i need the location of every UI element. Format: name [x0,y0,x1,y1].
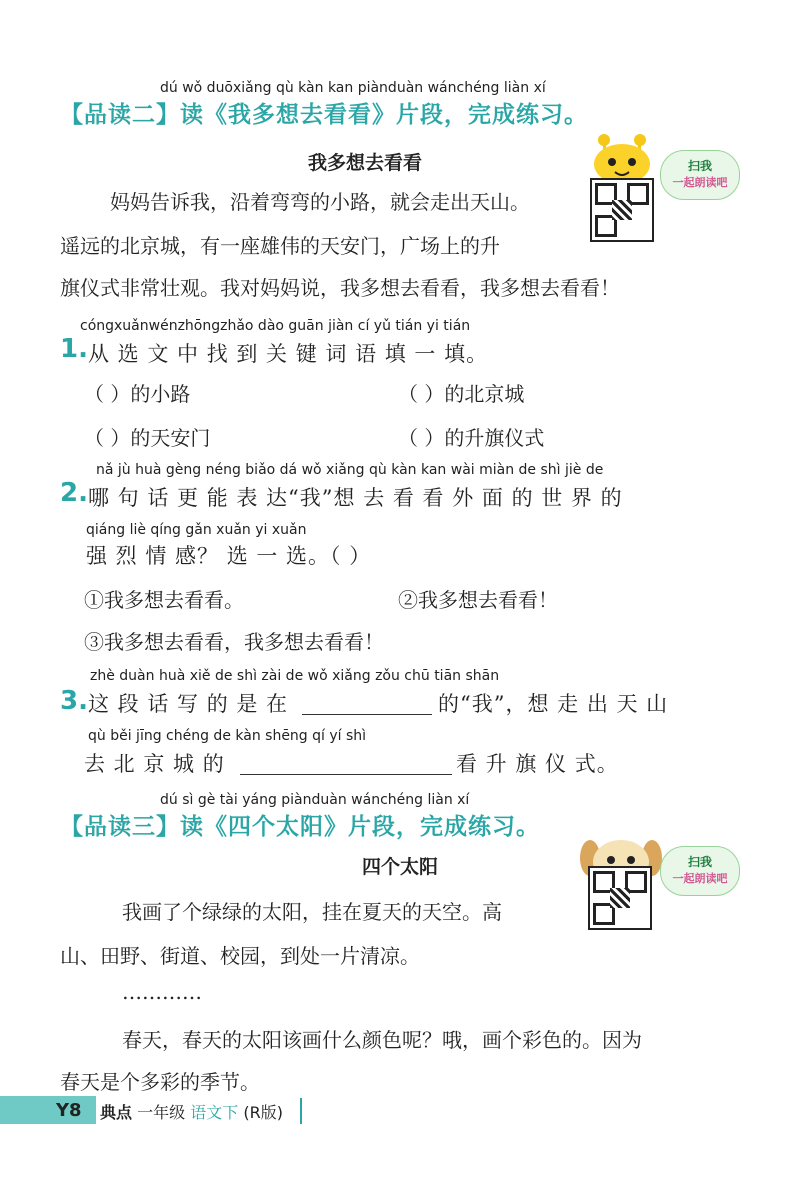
passage2-title: 四个太阳 [362,856,439,878]
passage1-line3: 旗仪式非常壮观。我对妈妈说，我多想去看看，我多想去看看！ [60,276,620,300]
qr-code-icon[interactable] [588,866,652,930]
qr-code-icon[interactable] [590,178,654,242]
page-number: Y8 [56,1100,82,1121]
section3-label: 【品读三】 [60,814,180,840]
scan-read-bubble[interactable] [660,150,740,200]
q1-blank-1[interactable]: （ ）的小路 [84,382,191,406]
q3-line2-a: 去 北 京 城 的 [84,752,225,776]
q3-line1-a: 这 段 话 写 的 是 在 [88,692,289,716]
passage2-line1: 我画了个绿绿的太阳，挂在夏天的天空。高 [122,900,502,924]
edition-label: (R版) [243,1103,283,1122]
footer-divider [300,1098,302,1124]
q2-pinyin-1: nǎ jù huà gèng néng biǎo dá wǒ xiǎng qù kàn kan wài miàn de shì jiè de [96,462,604,478]
passage2-line4: 春天是个多彩的季节。 [60,1070,260,1094]
q2-line1: 哪 句 话 更 能 表 达“我”想 去 看 看 外 面 的 世 界 的 [88,486,623,510]
q2-number: 2. [60,478,88,508]
section2-heading-text: 读《我多想去看看》片段，完成练习。 [180,102,588,128]
section2-pinyin: dú wǒ duōxiǎng qù kàn kan piànduàn wánchéng liàn xí [160,80,546,96]
q1-pinyin: cóngxuǎnwénzhōngzhǎo dào guān jiàn cí yǔ tián yi tián [80,318,471,334]
passage1-title: 我多想去看看 [308,152,423,174]
q3-pinyin-1: zhè duàn huà xiě de shì zài de wǒ xiǎng zǒu chū tiān shān [90,668,500,684]
q3-number: 3. [60,686,88,716]
passage2-line2: 山、田野、街道、校园，到处一片清凉。 [60,944,420,968]
q3-line2-b: 看 升 旗 仪 式。 [456,752,619,776]
q1-number: 1. [60,334,88,364]
q3-line1-b: 的“我”，想 走 出 天 山 [438,692,669,716]
scan-read-bubble[interactable] [660,846,740,896]
q2-option-3[interactable]: ③我多想去看看，我多想去看看！ [84,630,384,654]
q3-blank-2[interactable] [240,750,452,775]
brand-logo: 典点 [100,1103,133,1122]
grade-label: 一年级 [137,1103,186,1122]
q3-blank-1[interactable] [302,690,432,715]
footer-info [100,1100,283,1123]
subject-label: 语文下 [190,1103,239,1122]
section3-heading [60,808,540,841]
q2-line2[interactable]: 强 烈 情 感？ 选 一 选。（ ） [86,544,372,568]
q2-option-1[interactable]: ①我多想去看看。 [84,588,244,612]
section3-heading-text: 读《四个太阳》片段，完成练习。 [180,814,540,840]
q2-pinyin-2: qiáng liè qíng gǎn xuǎn yi xuǎn [86,522,307,538]
q2-option-2[interactable]: ②我多想去看看！ [398,588,558,612]
passage1-line1: 妈妈告诉我，沿着弯弯的小路，就会走出天山。 [110,190,530,214]
section2-heading [60,96,588,129]
read-together-text: 一起朗读吧 [672,176,728,189]
scan-me-text: 扫我 [687,159,712,173]
section2-label: 【品读二】 [60,102,180,128]
q3-pinyin-2: qù běi jīng chéng de kàn shēng qí yí shì [88,728,367,744]
read-together-text: 一起朗读吧 [672,872,728,885]
scan-me-text: 扫我 [687,855,712,869]
q1-text: 从 选 文 中 找 到 关 键 词 语 填 一 填。 [88,342,489,366]
passage2-line3: 春天，春天的太阳该画什么颜色呢？哦，画个彩色的。因为 [122,1028,642,1052]
q1-blank-3[interactable]: （ ）的天安门 [84,426,211,450]
q1-blank-4[interactable]: （ ）的升旗仪式 [398,426,545,450]
passage2-ellipsis: ………… [122,980,202,1004]
q1-blank-2[interactable]: （ ）的北京城 [398,382,525,406]
passage1-line2: 遥远的北京城，有一座雄伟的天安门，广场上的升 [60,234,500,258]
section3-pinyin: dú sì gè tài yáng piànduàn wánchéng liàn xí [160,792,470,808]
